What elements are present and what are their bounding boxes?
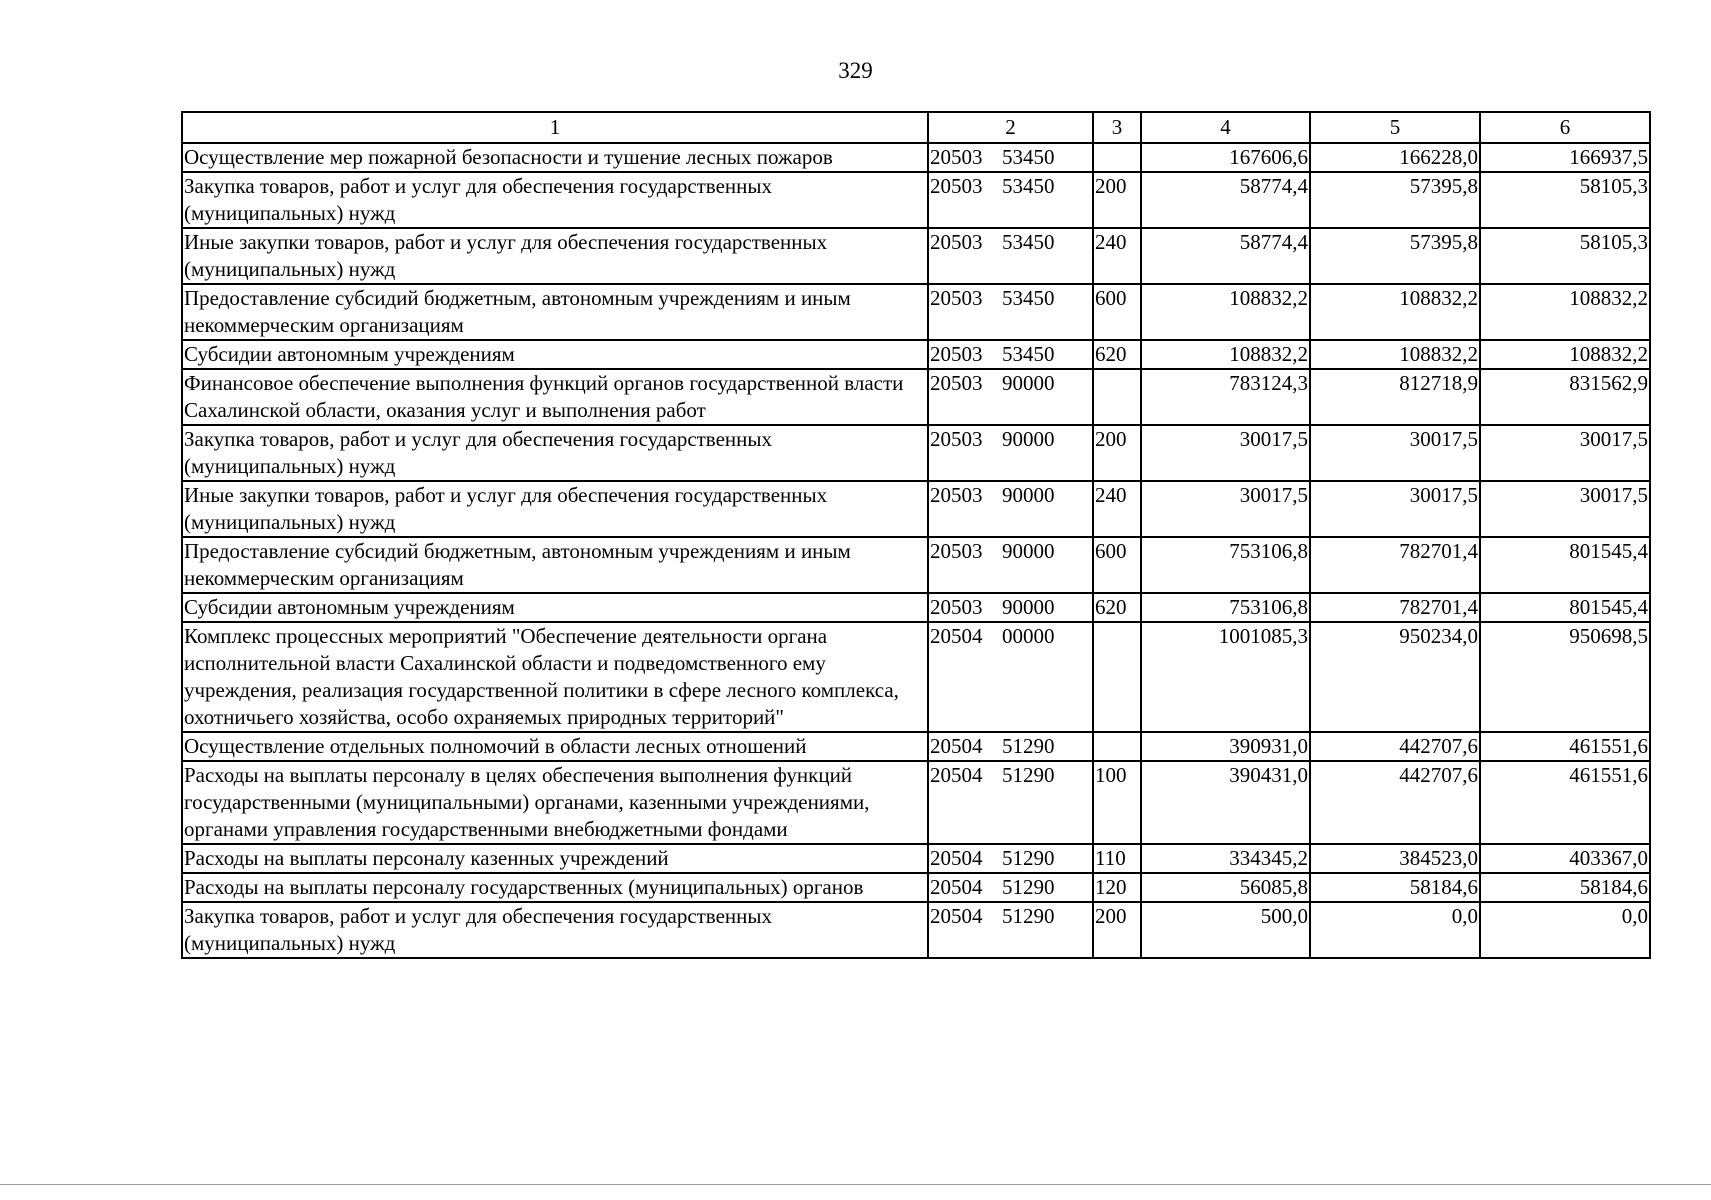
code-direction: 51290 xyxy=(1002,846,1055,870)
row-expense-type xyxy=(1093,732,1141,761)
column-header: 4 xyxy=(1141,112,1310,143)
amount-v5: 58184,6 xyxy=(1310,873,1480,902)
row-description: Субсидии автономным учреждениям xyxy=(182,340,928,369)
table-header-row xyxy=(182,112,1650,143)
row-code xyxy=(928,425,1093,481)
row-description: Предоставление субсидий бюджетным, автономным учреждениям и иным некоммерческим организациям xyxy=(182,284,928,340)
row-code xyxy=(928,873,1093,902)
row-expense-type: 600 xyxy=(1093,284,1141,340)
row-expense-type: 620 xyxy=(1093,340,1141,369)
amount-v6: 831562,9 xyxy=(1480,369,1650,425)
code-program: 20504 xyxy=(930,763,983,787)
amount-v5: 384523,0 xyxy=(1310,844,1480,873)
amount-v4: 1001085,3 xyxy=(1141,622,1310,732)
row-description: Финансовое обеспечение выполнения функций органов государственной власти Сахалинской области, оказания услуг и выполнения работ xyxy=(182,369,928,425)
table-row xyxy=(182,369,1650,425)
row-code xyxy=(928,622,1093,732)
row-code xyxy=(928,143,1093,172)
amount-v6: 58184,6 xyxy=(1480,873,1650,902)
row-expense-type: 100 xyxy=(1093,761,1141,844)
column-header: 3 xyxy=(1093,112,1141,143)
amount-v6: 58105,3 xyxy=(1480,172,1650,228)
code-direction: 53450 xyxy=(1002,174,1055,198)
code-program: 20503 xyxy=(930,230,983,254)
amount-v4: 108832,2 xyxy=(1141,340,1310,369)
code-direction: 90000 xyxy=(1002,539,1055,563)
amount-v5: 442707,6 xyxy=(1310,761,1480,844)
row-expense-type xyxy=(1093,369,1141,425)
table-row xyxy=(182,873,1650,902)
code-direction: 53450 xyxy=(1002,230,1055,254)
table-row xyxy=(182,622,1650,732)
amount-v6: 166937,5 xyxy=(1480,143,1650,172)
amount-v6: 461551,6 xyxy=(1480,761,1650,844)
code-program: 20503 xyxy=(930,342,983,366)
amount-v6: 0,0 xyxy=(1480,902,1650,958)
row-description: Закупка товаров, работ и услуг для обеспечения государственных (муниципальных) нужд xyxy=(182,172,928,228)
row-description: Иные закупки товаров, работ и услуг для обеспечения государственных (муниципальных) нужд xyxy=(182,481,928,537)
row-code xyxy=(928,228,1093,284)
amount-v4: 390431,0 xyxy=(1141,761,1310,844)
amount-v5: 442707,6 xyxy=(1310,732,1480,761)
table-row xyxy=(182,172,1650,228)
table-row xyxy=(182,844,1650,873)
row-expense-type: 200 xyxy=(1093,425,1141,481)
code-program: 20504 xyxy=(930,734,983,758)
code-direction: 90000 xyxy=(1002,483,1055,507)
amount-v5: 108832,2 xyxy=(1310,284,1480,340)
scan-artifact xyxy=(0,1184,1711,1185)
table-row xyxy=(182,284,1650,340)
row-code xyxy=(928,172,1093,228)
table-row xyxy=(182,481,1650,537)
row-expense-type xyxy=(1093,143,1141,172)
amount-v5: 782701,4 xyxy=(1310,593,1480,622)
table-row xyxy=(182,143,1650,172)
code-program: 20503 xyxy=(930,145,983,169)
row-code xyxy=(928,481,1093,537)
amount-v6: 461551,6 xyxy=(1480,732,1650,761)
row-code xyxy=(928,369,1093,425)
amount-v5: 57395,8 xyxy=(1310,172,1480,228)
table-row xyxy=(182,425,1650,481)
amount-v4: 30017,5 xyxy=(1141,481,1310,537)
amount-v4: 58774,4 xyxy=(1141,172,1310,228)
row-expense-type: 110 xyxy=(1093,844,1141,873)
row-description: Осуществление отдельных полномочий в области лесных отношений xyxy=(182,732,928,761)
amount-v6: 108832,2 xyxy=(1480,284,1650,340)
amount-v4: 167606,6 xyxy=(1141,143,1310,172)
code-direction: 53450 xyxy=(1002,145,1055,169)
row-expense-type: 240 xyxy=(1093,481,1141,537)
amount-v5: 0,0 xyxy=(1310,902,1480,958)
code-program: 20503 xyxy=(930,174,983,198)
amount-v6: 801545,4 xyxy=(1480,537,1650,593)
row-code xyxy=(928,732,1093,761)
amount-v4: 30017,5 xyxy=(1141,425,1310,481)
row-description: Закупка товаров, работ и услуг для обеспечения государственных (муниципальных) нужд xyxy=(182,425,928,481)
row-code xyxy=(928,593,1093,622)
row-description: Предоставление субсидий бюджетным, автономным учреждениям и иным некоммерческим организациям xyxy=(182,537,928,593)
column-header: 1 xyxy=(182,112,928,143)
row-expense-type: 200 xyxy=(1093,172,1141,228)
code-direction: 53450 xyxy=(1002,286,1055,310)
code-program: 20503 xyxy=(930,286,983,310)
table-row xyxy=(182,537,1650,593)
code-direction: 00000 xyxy=(1002,624,1055,648)
amount-v4: 783124,3 xyxy=(1141,369,1310,425)
code-direction: 51290 xyxy=(1002,875,1055,899)
row-code xyxy=(928,537,1093,593)
amount-v5: 30017,5 xyxy=(1310,425,1480,481)
amount-v4: 500,0 xyxy=(1141,902,1310,958)
code-program: 20504 xyxy=(930,624,983,648)
amount-v6: 950698,5 xyxy=(1480,622,1650,732)
row-expense-type: 620 xyxy=(1093,593,1141,622)
amount-v5: 782701,4 xyxy=(1310,537,1480,593)
table-row xyxy=(182,593,1650,622)
row-code xyxy=(928,844,1093,873)
code-program: 20503 xyxy=(930,483,983,507)
code-direction: 51290 xyxy=(1002,734,1055,758)
row-expense-type: 600 xyxy=(1093,537,1141,593)
amount-v5: 57395,8 xyxy=(1310,228,1480,284)
amount-v6: 30017,5 xyxy=(1480,481,1650,537)
row-code xyxy=(928,902,1093,958)
table-row xyxy=(182,228,1650,284)
row-expense-type: 200 xyxy=(1093,902,1141,958)
row-code xyxy=(928,284,1093,340)
code-direction: 51290 xyxy=(1002,904,1055,928)
column-header: 6 xyxy=(1480,112,1650,143)
code-direction: 90000 xyxy=(1002,371,1055,395)
row-code xyxy=(928,340,1093,369)
code-direction: 90000 xyxy=(1002,595,1055,619)
table-row xyxy=(182,340,1650,369)
amount-v6: 58105,3 xyxy=(1480,228,1650,284)
row-expense-type xyxy=(1093,622,1141,732)
amount-v4: 753106,8 xyxy=(1141,593,1310,622)
row-code xyxy=(928,761,1093,844)
budget-table xyxy=(181,111,1651,959)
table-row xyxy=(182,902,1650,958)
table-row xyxy=(182,732,1650,761)
column-header: 5 xyxy=(1310,112,1480,143)
amount-v4: 753106,8 xyxy=(1141,537,1310,593)
amount-v5: 950234,0 xyxy=(1310,622,1480,732)
row-description: Расходы на выплаты персоналу казенных учреждений xyxy=(182,844,928,873)
amount-v4: 390931,0 xyxy=(1141,732,1310,761)
page-number: 329 xyxy=(838,58,873,83)
column-header: 2 xyxy=(928,112,1093,143)
amount-v6: 403367,0 xyxy=(1480,844,1650,873)
row-expense-type: 120 xyxy=(1093,873,1141,902)
amount-v4: 108832,2 xyxy=(1141,284,1310,340)
row-description: Субсидии автономным учреждениям xyxy=(182,593,928,622)
row-description: Осуществление мер пожарной безопасности и тушение лесных пожаров xyxy=(182,143,928,172)
amount-v6: 30017,5 xyxy=(1480,425,1650,481)
row-description: Комплекс процессных мероприятий "Обеспечение деятельности органа исполнительной власти Сахалинской области и подведомственного ему учреждения, реализация государственной политики в сфере лесного комплекса, охотничьего хозяйства, особо охраняемых природных территорий" xyxy=(182,622,928,732)
amount-v6: 801545,4 xyxy=(1480,593,1650,622)
code-program: 20504 xyxy=(930,904,983,928)
code-program: 20503 xyxy=(930,595,983,619)
code-direction: 90000 xyxy=(1002,427,1055,451)
code-program: 20503 xyxy=(930,371,983,395)
row-expense-type: 240 xyxy=(1093,228,1141,284)
amount-v5: 812718,9 xyxy=(1310,369,1480,425)
amount-v6: 108832,2 xyxy=(1480,340,1650,369)
row-description: Расходы на выплаты персоналу государственных (муниципальных) органов xyxy=(182,873,928,902)
code-program: 20503 xyxy=(930,539,983,563)
amount-v5: 108832,2 xyxy=(1310,340,1480,369)
code-direction: 51290 xyxy=(1002,763,1055,787)
amount-v4: 334345,2 xyxy=(1141,844,1310,873)
row-description: Расходы на выплаты персоналу в целях обеспечения выполнения функций государственными (муниципальными) органами, казенными учреждениями, органами управления государственными внебюджетными фондами xyxy=(182,761,928,844)
code-direction: 53450 xyxy=(1002,342,1055,366)
amount-v4: 56085,8 xyxy=(1141,873,1310,902)
code-program: 20504 xyxy=(930,875,983,899)
table-row xyxy=(182,761,1650,844)
row-description: Иные закупки товаров, работ и услуг для обеспечения государственных (муниципальных) нужд xyxy=(182,228,928,284)
code-program: 20503 xyxy=(930,427,983,451)
amount-v4: 58774,4 xyxy=(1141,228,1310,284)
code-program: 20504 xyxy=(930,846,983,870)
amount-v5: 30017,5 xyxy=(1310,481,1480,537)
amount-v5: 166228,0 xyxy=(1310,143,1480,172)
row-description: Закупка товаров, работ и услуг для обеспечения государственных (муниципальных) нужд xyxy=(182,902,928,958)
